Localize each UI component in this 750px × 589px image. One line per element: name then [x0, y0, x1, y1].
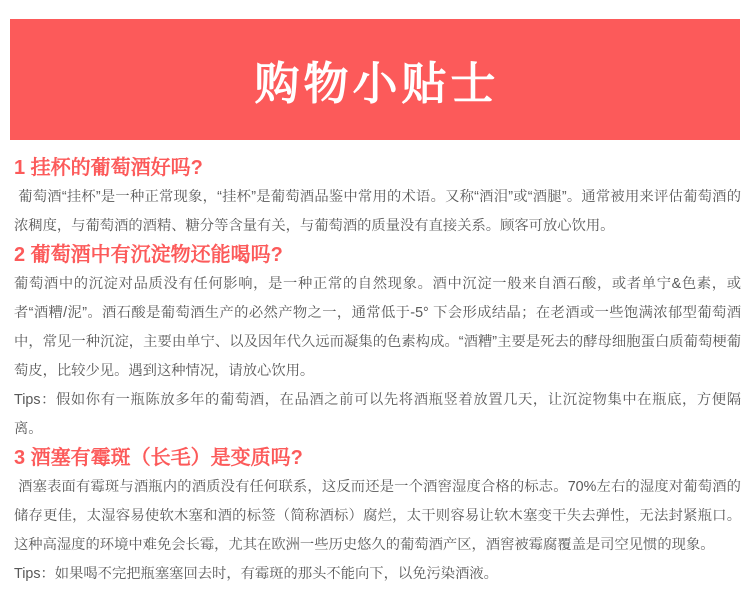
- banner-title: 购物小贴士: [254, 58, 500, 109]
- tips-content: [0, 140, 750, 589]
- tip-section-1: [14, 154, 741, 241]
- tip-section-2: [14, 241, 741, 444]
- tip-2-text: 葡萄酒中的沉淀对品质没有任何影响，是一种正常的自然现象。酒中沉淀一般来自酒石酸，或者单宁&色素，或者“酒糟/泥”。酒石酸是葡萄酒生产的必然产物之一，通常低于-5° 下会形成结晶；在老酒或一些饱满浓郁型葡萄酒中，常见一种沉淀，主要由单宁、以及因年代久远而凝集的色素构成。“酒糟”主要是死去的酵母细胞蛋白质葡萄梗葡萄皮，比较少见。遇到这种情况，请放心饮用。: [14, 276, 741, 379]
- banner: [10, 19, 740, 140]
- tip-1-heading: 1 挂杯的葡萄酒好吗?: [14, 157, 203, 179]
- tip-2-heading: 2 葡萄酒中有沉淀物还能喝吗?: [14, 244, 283, 266]
- tip-3-text: 酒塞表面有霉斑与酒瓶内的酒质没有任何联系，这反而还是一个酒窖湿度合格的标志。70%左右的湿度对葡萄酒的储存更佳，太湿容易使软木塞和酒的标签（简称酒标）腐烂，太干则容易让软木塞变干失去弹性，无法封紧瓶口。这种高湿度的环境中难免会长霉，尤其在欧洲一些历史悠久的葡萄酒产区，酒窖被霉腐覆盖是司空见惯的现象。: [14, 479, 741, 553]
- tip-3-heading: 3 酒塞有霉斑（长毛）是变质吗?: [14, 447, 303, 469]
- tip-3-tips-note: Tips：如果喝不完把瓶塞塞回去时，有霉斑的那头不能向下，以免污染酒液。: [14, 566, 498, 582]
- tip-section-3: [14, 444, 741, 589]
- tip-2-tips-note: Tips：假如你有一瓶陈放多年的葡萄酒，在品酒之前可以先将酒瓶竖着放置几天，让沉淀物集中在瓶底，方便隔离。: [14, 392, 741, 437]
- tip-1-text: 葡萄酒“挂杯”是一种正常现象，“挂杯”是葡萄酒品鉴中常用的术语。又称“酒泪”或“酒腿”。通常被用来评估葡萄酒的浓稠度，与葡萄酒的酒精、糖分等含量有关，与葡萄酒的质量没有直接关系。顾客可放心饮用。: [14, 189, 741, 234]
